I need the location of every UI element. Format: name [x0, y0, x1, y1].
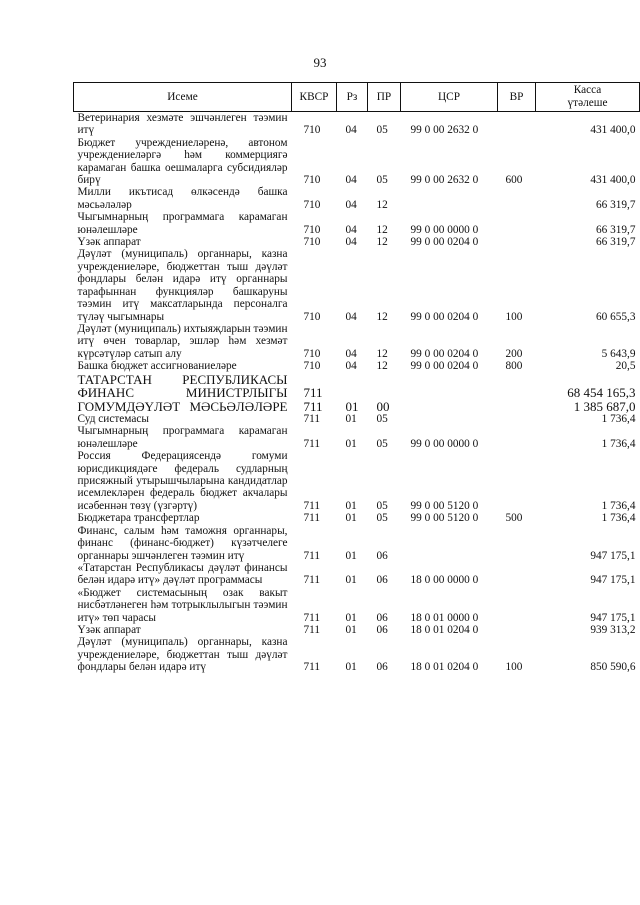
cell-name: Чыгымнарның программага карамаган юнәлешләре	[77, 425, 288, 450]
cell-pr: 12	[376, 198, 388, 211]
table-row	[74, 413, 640, 425]
cell-kvsr: 710	[303, 236, 321, 249]
cell-kassa: 1 736,4	[601, 437, 636, 450]
cell-csr: 99 0 00 5120 0	[410, 512, 479, 525]
cell-kassa: 947 175,1	[590, 574, 636, 587]
table-row	[74, 248, 640, 322]
table-row	[74, 425, 640, 450]
cell-csr	[401, 525, 498, 562]
page-number: 93	[313, 55, 327, 70]
header-kvsr: КВСР	[292, 83, 337, 112]
cell-rz	[337, 373, 368, 400]
header-csr: ЦСР	[401, 83, 498, 112]
cell-rz: 01	[345, 611, 357, 624]
table-row	[74, 400, 640, 414]
cell-name: Үзәк аппарат	[77, 236, 141, 249]
cell-kassa: 1 736,4	[601, 413, 636, 426]
table-row	[74, 587, 640, 624]
cell-vr	[498, 186, 536, 211]
cell-csr: 99 0 00 0000 0	[410, 223, 479, 236]
cell-pr: 05	[376, 413, 388, 426]
cell-pr: 05	[376, 174, 388, 187]
cell-pr: 12	[376, 223, 388, 236]
cell-name: Ветеринария хезмәте эшчәнлеген тәэмин итү	[77, 112, 288, 137]
cell-vr	[498, 400, 536, 414]
cell-kassa: 1 736,4	[601, 499, 636, 512]
cell-csr	[401, 400, 498, 414]
cell-vr	[498, 624, 536, 636]
cell-name: Чыгымнарның программага карамаган юнәлешләре	[77, 211, 288, 236]
table-row	[74, 450, 640, 512]
cell-name: Суд системасы	[77, 413, 149, 426]
table-row	[74, 112, 640, 137]
cell-name: Дәүләт (муниципаль) органнары, казна учреждениеләре, бюджеттан тыш дәүләт фондлары белән идарә итү органнары тарафыннан функцияләр башкаруны тәэмин итү максатларында персоналга түләү чыгымнары	[77, 248, 288, 323]
cell-rz: 01	[345, 574, 357, 587]
cell-csr: 18 0 01 0000 0	[410, 611, 479, 624]
cell-vr: 800	[505, 360, 523, 373]
cell-csr: 99 0 00 2632 0	[410, 124, 479, 137]
cell-csr: 99 0 00 0204 0	[410, 236, 479, 249]
cell-csr	[401, 413, 498, 425]
cell-name: Башка бюджет ассигнованиеләре	[77, 360, 237, 373]
cell-vr: 200	[505, 347, 523, 360]
table-row	[74, 636, 640, 673]
cell-rz: 01	[345, 549, 357, 562]
budget-table	[73, 82, 640, 674]
cell-pr: 05	[376, 124, 388, 137]
cell-name: Бюджет учреждениеләренә, автоном учреждениеләргә һәм коммерциягә карамаган башка оешмаларга субсидияләр бирү	[77, 136, 288, 187]
cell-pr: 05	[376, 512, 388, 525]
cell-vr: 100	[505, 661, 523, 674]
cell-kvsr: 711	[303, 512, 321, 525]
header-kassa: Касса үтәлеше	[536, 83, 640, 112]
cell-name: Россия Федерациясендә гомуми юрисдикциядәге федераль судларның присяжный утырышчыларына кандидатлар исемлекләрен федераль бюджет акчалары исәбеннән төзү (үзгәртү)	[77, 450, 288, 512]
cell-name: Милли икътисад өлкәсендә башка мәсьәләләр	[77, 186, 288, 211]
table-body	[74, 112, 640, 674]
table-row	[74, 236, 640, 248]
cell-pr: 05	[376, 499, 388, 512]
cell-kassa: 60 655,3	[595, 310, 636, 323]
cell-pr: 12	[376, 347, 388, 360]
cell-kassa: 947 175,1	[590, 549, 636, 562]
cell-vr: 500	[505, 512, 523, 525]
cell-vr	[498, 587, 536, 624]
cell-vr	[498, 525, 536, 562]
table-row	[74, 186, 640, 211]
cell-kvsr: 710	[303, 198, 321, 211]
cell-name: ТАТАРСТАН РЕСПУБЛИКАСЫ ФИНАНС МИНИСТРЛЫГЫ	[77, 371, 288, 401]
table-row	[74, 211, 640, 236]
cell-kvsr: 711	[303, 413, 321, 426]
cell-csr: 99 0 00 0204 0	[410, 360, 479, 373]
cell-rz: 04	[345, 124, 357, 137]
cell-vr: 100	[505, 310, 523, 323]
cell-pr: 12	[376, 236, 388, 249]
cell-name: Дәүләт (муниципаль) ихтыяҗларын тәэмин итү өчен товарлар, эшләр һәм хезмәт күрсәтүләр сатып алу	[77, 322, 288, 360]
cell-rz: 01	[345, 398, 359, 414]
cell-name: Дәүләт (муниципаль) органнары, казна учреждениеләре, бюджеттан тыш дәүләт фондлары белән идарә итү	[77, 636, 288, 674]
table-row	[74, 562, 640, 587]
cell-name: «Бюджет системасының озак вакыт нисбәтләнеген һәм тотрыклылыгын тәэмин итү» төп чарасы	[77, 586, 288, 624]
cell-pr: 06	[376, 549, 388, 562]
cell-kvsr: 710	[303, 223, 321, 236]
cell-rz: 04	[345, 223, 357, 236]
cell-kassa: 68 454 165,3	[567, 385, 636, 401]
cell-name: Үзәк аппарат	[77, 623, 141, 636]
header-vr: ВР	[498, 83, 536, 112]
cell-kassa: 66 319,7	[595, 236, 636, 249]
table-row	[74, 137, 640, 187]
cell-vr	[498, 562, 536, 587]
cell-csr: 99 0 00 0204 0	[410, 310, 479, 323]
cell-name: Финанс, салым һәм таможня органнары, финанс (финанс-бюджет) күзәтчелеге органнары эшчәнлеген тәэмин итү	[77, 524, 288, 562]
cell-csr: 18 0 01 0204 0	[410, 623, 479, 636]
header-rz: Рз	[337, 83, 368, 112]
table-header	[74, 83, 640, 112]
cell-kvsr: 711	[303, 623, 321, 636]
cell-pr: 06	[376, 661, 388, 674]
cell-vr	[498, 236, 536, 248]
cell-name: «Татарстан Республикасы дәүләт финансы белән идарә итү» дәүләт программасы	[77, 561, 288, 587]
cell-pr: 06	[376, 611, 388, 624]
table-row	[74, 373, 640, 400]
cell-rz: 01	[345, 499, 357, 512]
cell-kassa: 431 400,0	[590, 124, 636, 137]
cell-rz: 04	[345, 360, 357, 373]
cell-kvsr: 710	[303, 174, 321, 187]
cell-kvsr: 711	[303, 549, 321, 562]
cell-kassa: 1 736,4	[601, 512, 636, 525]
table-row	[74, 512, 640, 524]
cell-pr: 12	[376, 360, 388, 373]
cell-kvsr: 711	[303, 437, 321, 450]
cell-name: ГОМУМДӘҮЛӘТ МӘСЬӘЛӘЛӘРЕ	[77, 398, 288, 414]
cell-csr	[401, 373, 498, 400]
cell-csr: 99 0 00 5120 0	[410, 499, 479, 512]
cell-vr	[498, 112, 536, 137]
cell-kassa: 5 643,9	[601, 347, 636, 360]
cell-pr: 06	[376, 574, 388, 587]
cell-kvsr: 711	[303, 574, 321, 587]
cell-rz: 04	[345, 236, 357, 249]
header-name: Исеме	[74, 83, 292, 112]
cell-rz: 01	[345, 661, 357, 674]
cell-vr	[498, 211, 536, 236]
cell-kvsr: 711	[303, 385, 323, 401]
cell-kvsr: 711	[303, 611, 321, 624]
cell-vr	[498, 373, 536, 400]
cell-kvsr: 711	[303, 499, 321, 512]
cell-vr	[498, 425, 536, 450]
cell-rz: 01	[345, 437, 357, 450]
cell-rz: 04	[345, 198, 357, 211]
cell-csr	[401, 186, 498, 211]
cell-kvsr: 710	[303, 360, 321, 373]
table-row	[74, 360, 640, 372]
cell-kvsr: 710	[303, 124, 321, 137]
cell-pr: 06	[376, 623, 388, 636]
cell-name: Бюджетара трансфертлар	[77, 512, 200, 525]
cell-vr: 600	[505, 174, 523, 187]
cell-csr: 18 0 00 0000 0	[410, 574, 479, 587]
cell-pr	[368, 373, 401, 400]
cell-kvsr: 711	[303, 661, 321, 674]
cell-pr: 12	[376, 310, 388, 323]
cell-kassa: 1 385 687,0	[573, 398, 636, 414]
cell-kassa: 947 175,1	[590, 611, 636, 624]
cell-kassa: 850 590,6	[590, 661, 636, 674]
header-pr: ПР	[368, 83, 401, 112]
cell-kvsr: 710	[303, 347, 321, 360]
cell-rz: 04	[345, 174, 357, 187]
cell-rz: 04	[345, 347, 357, 360]
cell-kassa: 431 400,0	[590, 174, 636, 187]
cell-rz: 01	[345, 623, 357, 636]
cell-vr	[498, 450, 536, 512]
table-row	[74, 323, 640, 360]
cell-csr: 99 0 00 2632 0	[410, 174, 479, 187]
cell-csr: 18 0 01 0204 0	[410, 661, 479, 674]
cell-rz: 04	[345, 310, 357, 323]
cell-kassa: 66 319,7	[595, 223, 636, 236]
table-row	[74, 525, 640, 562]
cell-pr: 05	[376, 437, 388, 450]
cell-csr: 99 0 00 0000 0	[410, 437, 479, 450]
cell-kassa: 939 313,2	[590, 623, 636, 636]
cell-kvsr: 710	[303, 310, 321, 323]
cell-rz: 01	[345, 512, 357, 525]
cell-rz: 01	[345, 413, 357, 426]
table-row	[74, 624, 640, 636]
cell-kvsr: 711	[303, 398, 323, 414]
cell-pr: 00	[376, 398, 390, 414]
cell-kassa: 66 319,7	[595, 198, 636, 211]
cell-vr	[498, 413, 536, 425]
cell-csr: 99 0 00 0204 0	[410, 347, 479, 360]
cell-kassa: 20,5	[615, 360, 636, 373]
